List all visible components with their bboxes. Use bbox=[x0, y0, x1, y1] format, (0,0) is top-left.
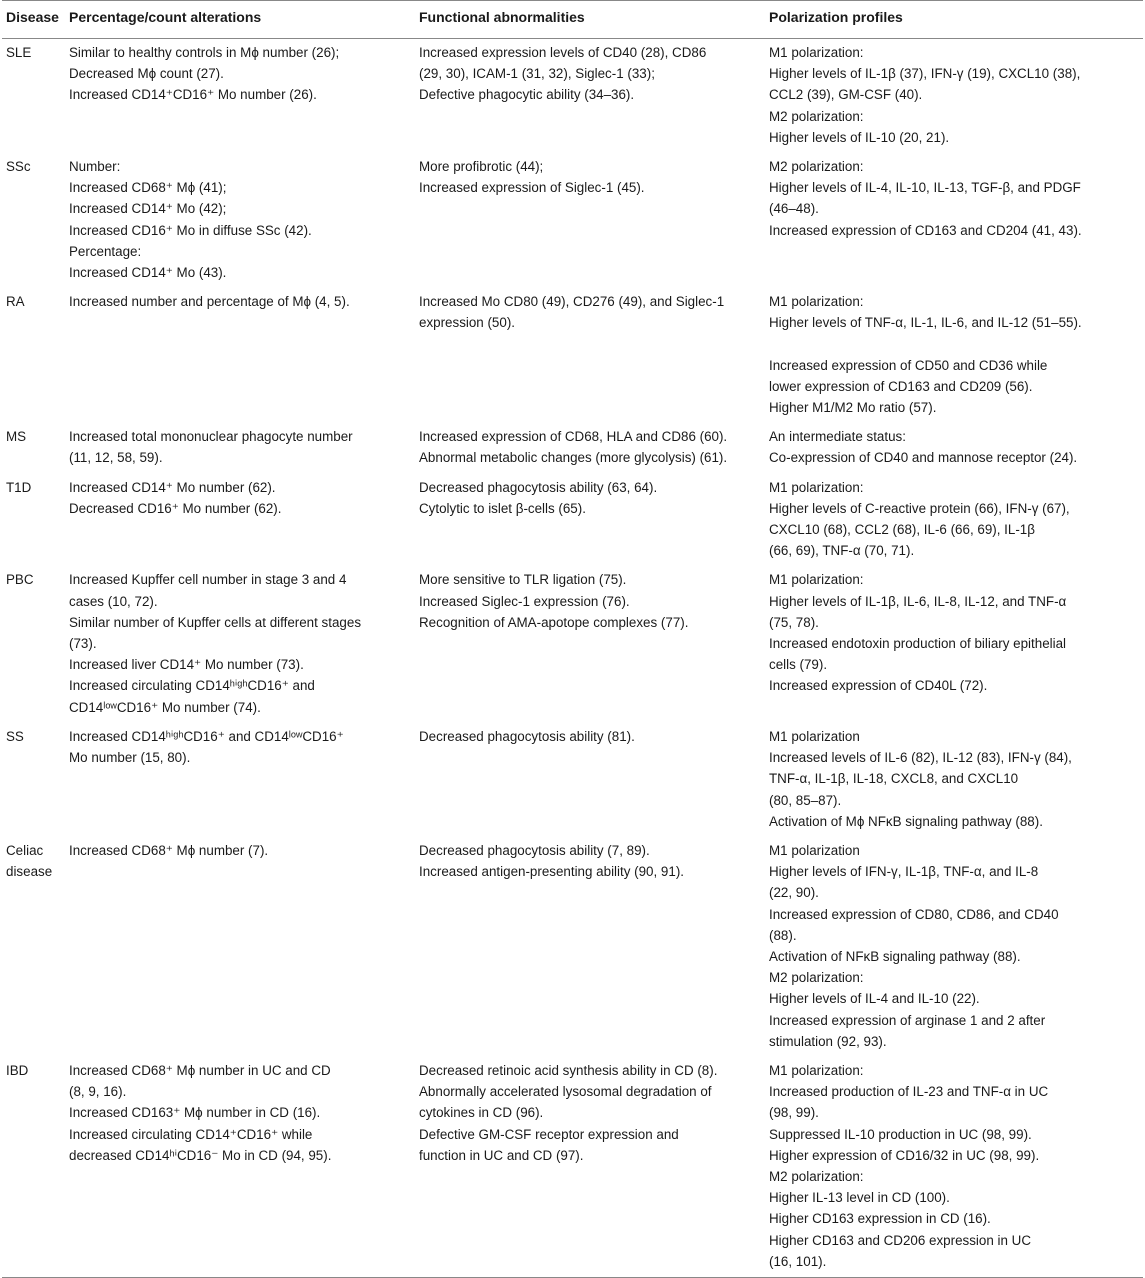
cell-line: Higher levels of IL-4, IL-10, IL-13, TGF-β, and PDGF bbox=[769, 180, 1081, 196]
cell-line: Number: bbox=[69, 159, 121, 175]
functional-cell bbox=[415, 39, 765, 154]
cell-line: Higher levels of IL-4 and IL-10 (22). bbox=[769, 991, 980, 1007]
polarization-cell bbox=[765, 837, 1143, 1057]
functional-cell bbox=[415, 723, 765, 837]
cell-line: Cytolytic to islet β-cells (65). bbox=[419, 500, 586, 516]
cell-line: lower expression of CD163 and CD209 (56). bbox=[769, 378, 1033, 394]
cell-line: Increased expression of arginase 1 and 2 after bbox=[769, 1012, 1046, 1028]
polarization-cell bbox=[765, 1057, 1143, 1278]
header-functional: Functional abnormalities bbox=[415, 1, 765, 39]
cell-line: Increased CD14ʰⁱᵍʰCD16⁺ and CD14ˡᵒʷCD16⁺ bbox=[69, 728, 344, 744]
table-row bbox=[2, 288, 1143, 423]
table-row bbox=[2, 566, 1143, 722]
cell-line: M1 polarization: bbox=[769, 1062, 864, 1078]
cell-line: Defective phagocytic ability (34–36). bbox=[419, 87, 635, 103]
functional-cell bbox=[415, 566, 765, 722]
cell-line: CCL2 (39), GM-CSF (40). bbox=[769, 87, 923, 103]
cell-line: Increased liver CD14⁺ Mo number (73). bbox=[69, 657, 304, 673]
cell-line: Higher levels of IL-1β, IL-6, IL-8, IL-12, and TNF-α bbox=[769, 593, 1067, 609]
cell-line: Abnormal metabolic changes (more glycolysis) (61). bbox=[419, 450, 728, 466]
functional-cell bbox=[415, 423, 765, 473]
cell-line: Higher levels of C-reactive protein (66), IFN-γ (67), bbox=[769, 500, 1070, 516]
cell-line: cells (79). bbox=[769, 657, 828, 673]
cell-line: M2 polarization: bbox=[769, 970, 864, 986]
cell-line: Higher expression of CD16/32 in UC (98, 99). bbox=[769, 1147, 1040, 1163]
cell-line: Defective GM-CSF receptor expression and bbox=[419, 1126, 679, 1142]
polarization-cell bbox=[765, 288, 1143, 423]
cell-line: Decreased CD16⁺ Mo number (62). bbox=[69, 500, 282, 516]
cell-line: Decreased Mϕ count (27). bbox=[69, 66, 224, 82]
cell-line: Higher levels of IFN-γ, IL-1β, TNF-α, and IL-8 bbox=[769, 864, 1039, 880]
table-row bbox=[2, 39, 1143, 154]
cell-line: Recognition of AMA-apotope complexes (77). bbox=[419, 614, 689, 630]
cell-line: An intermediate status: bbox=[769, 429, 906, 445]
cell-line: More sensitive to TLR ligation (75). bbox=[419, 572, 627, 588]
cell-line: Higher levels of IL-10 (20, 21). bbox=[769, 129, 950, 145]
cell-line: (22, 90). bbox=[769, 885, 819, 901]
polarization-cell bbox=[765, 153, 1143, 288]
cell-line: Increased CD16⁺ Mo in diffuse SSc (42). bbox=[69, 222, 312, 238]
table-row bbox=[2, 423, 1143, 473]
disease-cell: RA bbox=[6, 294, 25, 310]
cell-line: Increased expression of Siglec-1 (45). bbox=[419, 180, 645, 196]
cell-line: (11, 12, 58, 59). bbox=[69, 450, 163, 466]
functional-cell bbox=[415, 837, 765, 1057]
cell-line: M1 polarization: bbox=[769, 572, 864, 588]
functional-cell bbox=[415, 1057, 765, 1278]
cell-line: Increased levels of IL-6 (82), IL-12 (83), IFN-γ (84), bbox=[769, 750, 1072, 766]
table-header-row bbox=[2, 1, 1143, 39]
cell-line: CD14ˡᵒʷCD16⁺ Mo number (74). bbox=[69, 699, 261, 715]
cell-line: Suppressed IL-10 production in UC (98, 99). bbox=[769, 1126, 1032, 1142]
disease-cell: PBC bbox=[6, 572, 34, 588]
cell-line: decreased CD14ʰⁱCD16⁻ Mo in CD (94, 95). bbox=[69, 1147, 332, 1163]
header-count: Percentage/count alterations bbox=[65, 1, 415, 39]
cell-line: M1 polarization: bbox=[769, 294, 864, 310]
cell-line: Increased CD68⁺ Mϕ (41); bbox=[69, 180, 227, 196]
cell-line: M1 polarization bbox=[769, 842, 860, 858]
cell-line: TNF-α, IL-1β, IL-18, CXCL8, and CXCL10 bbox=[769, 771, 1019, 787]
cell-line bbox=[769, 334, 1139, 355]
cell-line: (8, 9, 16). bbox=[69, 1084, 127, 1100]
disease-cell: MS bbox=[6, 429, 27, 445]
cell-line: (80, 85–87). bbox=[769, 792, 842, 808]
cell-line: Similar to healthy controls in Mϕ number (26); bbox=[69, 45, 340, 60]
cell-line: (88). bbox=[769, 927, 797, 943]
table-row bbox=[2, 837, 1143, 1057]
cell-line: Higher CD163 and CD206 expression in UC bbox=[769, 1232, 1031, 1248]
cell-line: Decreased retinoic acid synthesis ability in CD (8). bbox=[419, 1062, 718, 1078]
cell-line: Decreased phagocytosis ability (7, 89). bbox=[419, 842, 650, 858]
polarization-cell bbox=[765, 566, 1143, 722]
cell-line: Increased CD68⁺ Mϕ number in UC and CD bbox=[69, 1062, 331, 1078]
count-cell bbox=[65, 474, 415, 567]
cell-line: Increased Mo CD80 (49), CD276 (49), and Siglec-1 bbox=[419, 294, 725, 310]
cell-line: cytokines in CD (96). bbox=[419, 1105, 544, 1121]
cell-line: Decreased phagocytosis ability (63, 64). bbox=[419, 479, 658, 495]
disease-cell: SS bbox=[6, 728, 24, 744]
count-cell bbox=[65, 153, 415, 288]
cell-line: Increased expression levels of CD40 (28), CD86 bbox=[419, 45, 707, 60]
cell-line: cases (10, 72). bbox=[69, 593, 158, 609]
cell-line: Increased antigen-presenting ability (90, 91). bbox=[419, 864, 684, 880]
cell-line: Higher CD163 expression in CD (16). bbox=[769, 1211, 991, 1227]
cell-line: Percentage: bbox=[69, 243, 142, 259]
cell-line: Abnormally accelerated lysosomal degradation of bbox=[419, 1084, 712, 1100]
cell-line: Increased Kupffer cell number in stage 3 and 4 bbox=[69, 572, 347, 588]
count-cell bbox=[65, 837, 415, 1057]
table-row bbox=[2, 723, 1143, 837]
count-cell bbox=[65, 288, 415, 423]
polarization-cell bbox=[765, 474, 1143, 567]
cell-line: Higher levels of TNF-α, IL-1, IL-6, and IL-12 (51–55). bbox=[769, 315, 1082, 331]
cell-line: (66, 69), TNF-α (70, 71). bbox=[769, 543, 915, 559]
disease-cell: SLE bbox=[6, 45, 32, 60]
cell-line: function in UC and CD (97). bbox=[419, 1147, 584, 1163]
cell-line: Activation of NFκB signaling pathway (88). bbox=[769, 948, 1021, 964]
immune-disease-table bbox=[2, 0, 1143, 1278]
cell-line: Increased expression of CD80, CD86, and CD40 bbox=[769, 906, 1059, 922]
cell-line: Increased expression of CD163 and CD204 (41, 43). bbox=[769, 222, 1082, 238]
cell-line: More profibrotic (44); bbox=[419, 159, 544, 175]
count-cell bbox=[65, 423, 415, 473]
cell-line: Increased expression of CD40L (72). bbox=[769, 678, 988, 694]
cell-line: stimulation (92, 93). bbox=[769, 1033, 887, 1049]
cell-line: (98, 99). bbox=[769, 1105, 819, 1121]
cell-line: (46–48). bbox=[769, 201, 819, 217]
cell-line: Increased total mononuclear phagocyte number bbox=[69, 429, 353, 445]
cell-line: Increased expression of CD50 and CD36 while bbox=[769, 357, 1048, 373]
cell-line: Increased CD14⁺CD16⁺ Mo number (26). bbox=[69, 87, 317, 103]
cell-line: M1 polarization: bbox=[769, 45, 864, 60]
table-row bbox=[2, 1057, 1143, 1278]
functional-cell bbox=[415, 288, 765, 423]
functional-cell bbox=[415, 153, 765, 288]
cell-line: Increased circulating CD14⁺CD16⁺ while bbox=[69, 1126, 313, 1142]
disease-cell: SSc bbox=[6, 159, 31, 175]
cell-line: Activation of Mϕ NFκB signaling pathway (88). bbox=[769, 813, 1043, 829]
polarization-cell bbox=[765, 723, 1143, 837]
polarization-cell bbox=[765, 39, 1143, 154]
cell-line: Increased CD68⁺ Mϕ number (7). bbox=[69, 842, 269, 858]
cell-line: Increased production of IL-23 and TNF-α in UC bbox=[769, 1084, 1049, 1100]
header-disease: Disease bbox=[2, 1, 65, 39]
cell-line: CXCL10 (68), CCL2 (68), IL-6 (66, 69), IL-1β bbox=[769, 522, 1035, 538]
cell-line: Increased CD14⁺ Mo number (62). bbox=[69, 479, 276, 495]
cell-line: Increased Siglec-1 expression (76). bbox=[419, 593, 630, 609]
cell-line: M2 polarization: bbox=[769, 1168, 864, 1184]
cell-line: M1 polarization bbox=[769, 728, 860, 744]
cell-line: expression (50). bbox=[419, 315, 516, 331]
cell-line: M2 polarization: bbox=[769, 108, 864, 124]
functional-cell bbox=[415, 474, 765, 567]
cell-line: Increased circulating CD14ʰⁱᵍʰCD16⁺ and bbox=[69, 678, 315, 694]
disease-cell: T1D bbox=[6, 479, 32, 495]
count-cell bbox=[65, 39, 415, 154]
disease-cell: Celiac disease bbox=[6, 842, 53, 880]
header-polarization: Polarization profiles bbox=[765, 1, 1143, 39]
table-body bbox=[2, 39, 1143, 1278]
count-cell bbox=[65, 566, 415, 722]
cell-line: (16, 101). bbox=[769, 1253, 827, 1269]
count-cell bbox=[65, 723, 415, 837]
count-cell bbox=[65, 1057, 415, 1278]
cell-line: Decreased phagocytosis ability (81). bbox=[419, 728, 635, 744]
disease-cell: IBD bbox=[2, 1057, 65, 1278]
cell-line: Increased number and percentage of Mϕ (4, 5). bbox=[69, 294, 350, 310]
cell-line: (73). bbox=[69, 636, 97, 652]
cell-line: Higher IL-13 level in CD (100). bbox=[769, 1190, 950, 1206]
polarization-cell bbox=[765, 423, 1143, 473]
cell-line: (29, 30), ICAM-1 (31, 32), Siglec-1 (33); bbox=[419, 66, 655, 82]
cell-line: Increased CD163⁺ Mϕ number in CD (16). bbox=[69, 1105, 321, 1121]
table-row bbox=[2, 153, 1143, 288]
cell-line: Higher M1/M2 Mo ratio (57). bbox=[769, 400, 937, 416]
cell-line: Increased CD14⁺ Mo (43). bbox=[69, 265, 227, 281]
cell-line: Co-expression of CD40 and mannose receptor (24). bbox=[769, 450, 1078, 466]
cell-line: Increased expression of CD68, HLA and CD86 (60). bbox=[419, 429, 728, 445]
cell-line: Similar number of Kupffer cells at different stages bbox=[69, 614, 362, 630]
cell-line: M2 polarization: bbox=[769, 159, 864, 175]
cell-line: Mo number (15, 80). bbox=[69, 750, 191, 766]
cell-line: M1 polarization: bbox=[769, 479, 864, 495]
cell-line: (75, 78). bbox=[769, 614, 819, 630]
cell-line: Higher levels of IL-1β (37), IFN-γ (19), CXCL10 (38), bbox=[769, 66, 1081, 82]
cell-line: Increased CD14⁺ Mo (42); bbox=[69, 201, 227, 217]
cell-line: Increased endotoxin production of biliary epithelial bbox=[769, 636, 1067, 652]
table-row bbox=[2, 474, 1143, 567]
